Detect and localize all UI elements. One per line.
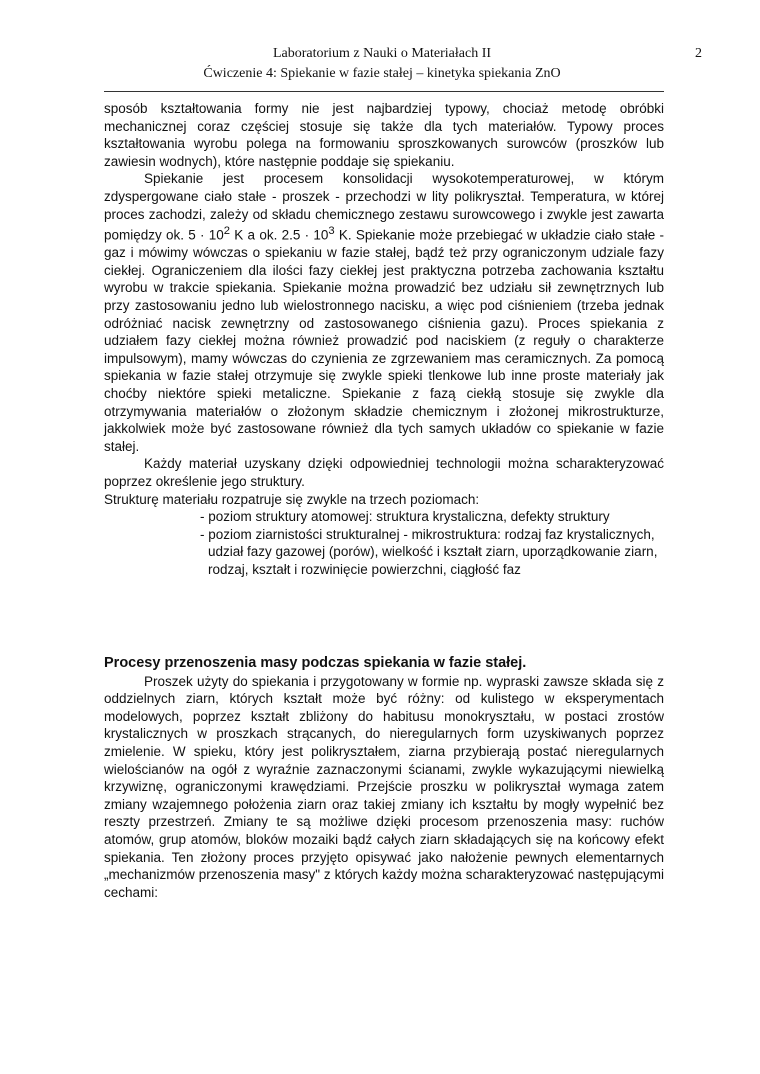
page-number: 2	[695, 46, 702, 61]
list-item: - poziom ziarnistości strukturalnej - mikrostruktura: rodzaj faz krystalicznych,	[200, 526, 655, 542]
paragraph-structure: Każdy materiał uzyskany dzięki odpowiedniej technologii można scharakteryzować poprzez określenie jego struktury.	[104, 456, 664, 489]
section-intro	[104, 100, 664, 579]
paragraph-levels: Strukturę materiału rozpatruje się zwykle na trzech poziomach:	[104, 491, 480, 507]
list-item: rodzaj, kształt i rozwinięcie powierzchni, ciągłość faz	[208, 561, 521, 577]
paragraph-powder: Proszek użyty do spiekania i przygotowany w formie np. wypraski zawsze składa się z oddzielnych ziarn, których kształt może być różny: od kulistego w eksperymentach modelowych, poprzez kształt zbliżony do habitusu monokryształu, w postaci zrostów krystalicznych w proszkach strącanych, do nieregularnych form uzyskiwanych poprzez zmielenie. W spieku, który jest polikryształem, ziarna przybierają postać nieregularnych wielościanów na ogół z wyraźnie zaznaczonymi ścianami, zwykle wykazującymi niewielką krzywiznę, ograniczonymi krawędziami. Przejście proszku w polikryształ wymaga zatem zmiany wzajemnego położenia ziarn oraz takiej zmiany ich kształtu by mogły wypełnić bez reszty przestrzeń. Zmiany te są możliwe dzięki procesom przenoszenia masy: ruchów atomów, grup atomów, bloków mozaiki bądź całych ziarn składających się na końcowy efekt spiekania. Ten złożony proces przyjęto opisywać jako nałożenie pewnych elementarnych „mechanizmów przenoszenia masy" z których każdy można scharakteryzować następującymi cechami:	[104, 673, 664, 900]
header-rule	[104, 91, 664, 92]
paragraph-forming: sposób kształtowania formy nie jest najbardziej typowy, chociaż metodę obróbki mechanicznej coraz częściej stosuje się także dla tych materiałów. Typowy proces kształtowania wyrobu polega na formowaniu sproszkowanych surowców (proszków lub zawiesin wodnych), które następnie poddaje się spiekaniu.	[104, 101, 664, 169]
header-course-title: Laboratorium z Nauki o Materiałach II	[272, 46, 492, 61]
structure-levels-list	[200, 508, 664, 578]
list-item: udział fazy gazowej (porów), wielkość i kształt ziarn, uporządkowanie ziarn,	[208, 544, 658, 560]
section-mass-transport	[104, 655, 664, 901]
paragraph-sintering-definition	[104, 170, 664, 455]
header-exercise-title: Ćwiczenie 4: Spiekanie w fazie stałej – kinetyka spiekania ZnO	[203, 66, 561, 81]
section-heading: Procesy przenoszenia masy podczas spiekania w fazie stałej.	[104, 655, 527, 671]
page-header	[104, 44, 660, 84]
list-item: - poziom struktury atomowej: struktura krystaliczna, defekty struktury	[200, 509, 610, 525]
sintering-text-c: K. Spiekanie może przebiegać w układzie ciało stałe - gaz i mówimy wówczas o spiekaniu w fazie stałej, bądź też przy ograniczonym udziale fazy ciekłej. Ograniczeniem dla ilości fazy ciekłej jest praktyczna potrzeba zachowania kształtu wyrobu w trakcie spiekania. Spiekanie można prowadzić bez udziału sił zewnętrznych lub przy zastosowaniu jedno lub wielostronnego nacisku, a więc pod ciśnieniem (trzeba jednak odróżniać nacisk zewnętrzny od zastosowanego ciśnienia gazu). Proces spiekania z udziałem fazy ciekłej można również prowadzić pod naciskiem (z reguły o charakterze impulsowym), mamy wówczas do czynienia ze zgrzewaniem mas ceramicznych. Za pomocą spiekania w fazie stałej otrzymuje się zwykle spieki tlenkowe lub inne proste materiały jak choćby niektóre spieki metaliczne. Spiekanie z fazą ciekłą stosuje się zwykle dla otrzymywania materiałów o złożonym składzie chemicznym i złożonej mikrostrukturze, jakkolwiek może być zastosowane również dla tych samych układów co spiekanie w fazie stałej.	[104, 227, 664, 454]
sintering-text-a: Spiekanie jest procesem konsolidacji wysokotemperaturowej, w którym zdyspergowane ciało stałe - proszek - przechodzi w lity polikryształ. Temperatura, w której proces zachodzi, zależy od składu chemicznego zestawu surowcowego i zwykle jest zawarta pomiędzy ok. 5 · 10	[104, 171, 664, 243]
sintering-text-b: K a ok. 2.5 · 10	[230, 227, 329, 243]
exponent-2: 2	[223, 225, 231, 238]
exponent-3: 3	[328, 225, 335, 238]
